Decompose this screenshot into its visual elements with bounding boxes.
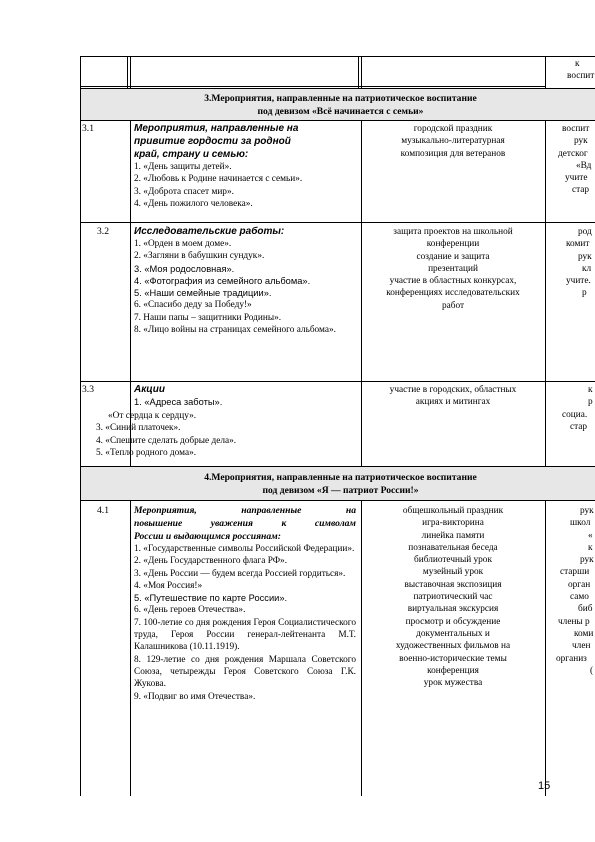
cell-text: к bbox=[588, 542, 593, 553]
cell-text: музейный урок bbox=[422, 567, 484, 578]
row-heading: повышение уважения к символам bbox=[134, 518, 356, 529]
list-item: 5. «Путешествие по карте России». bbox=[134, 593, 288, 604]
table-border bbox=[80, 86, 545, 87]
table-border bbox=[80, 500, 595, 501]
cell-text: участие в городских, областных bbox=[389, 385, 517, 395]
cell-text: патриотический час bbox=[413, 592, 493, 603]
cell-text: к bbox=[575, 59, 580, 69]
row-3-3-form bbox=[364, 384, 542, 409]
table-col-divider bbox=[545, 56, 546, 88]
table-border bbox=[80, 381, 595, 382]
row-number: 3.1 bbox=[82, 123, 94, 134]
table-border-left bbox=[80, 56, 81, 796]
cell-text: конференции bbox=[426, 239, 480, 250]
section-4-header bbox=[81, 467, 595, 500]
cell-text: « bbox=[588, 530, 593, 541]
table-border bbox=[80, 120, 595, 121]
list-item: 3. «Моя родословная». bbox=[134, 263, 235, 274]
row-3-1-form bbox=[364, 123, 542, 160]
cell-text: школ bbox=[570, 518, 591, 529]
cell-text: военно-исторические темы bbox=[399, 653, 507, 664]
cell-text: член bbox=[572, 641, 591, 652]
cell-text: учите bbox=[565, 173, 588, 184]
list-item: 5. «Наши семейные традиции». bbox=[134, 288, 272, 299]
list-item: 6. «День героев Отечества». bbox=[134, 605, 246, 616]
list-item: 4. «Моя Россия!» bbox=[134, 580, 203, 591]
cell-text: воспит bbox=[567, 71, 595, 82]
cell-text: р bbox=[582, 288, 587, 299]
cell-text: ( bbox=[590, 665, 594, 676]
cell-text: само bbox=[570, 592, 589, 603]
row-4-1-form bbox=[364, 505, 542, 689]
row-number: 3.3 bbox=[82, 384, 94, 395]
list-item: 3. «Синий платочек». bbox=[96, 423, 181, 434]
cell-text: библиотечный урок bbox=[414, 555, 492, 566]
cell-text: музыкально-литературная bbox=[401, 136, 505, 147]
cell-text: биб bbox=[578, 604, 593, 615]
cell-text: р bbox=[588, 397, 593, 408]
list-item: 1. «Адреса заботы». bbox=[134, 397, 223, 407]
cell-text: работ bbox=[441, 300, 465, 311]
top-row-col4 bbox=[567, 58, 595, 83]
row-3-2-form bbox=[364, 226, 542, 312]
list-item: 1. «Орден в моем доме». bbox=[134, 239, 232, 249]
row-3-1-description bbox=[134, 122, 356, 210]
table-col-divider bbox=[361, 120, 362, 466]
cell-text: кл bbox=[582, 263, 592, 274]
row-heading: России и выдающимся россиянам: bbox=[134, 531, 281, 542]
section-4-title: 4.Мероприятия, направленные на патриотическое воспитание bbox=[204, 472, 477, 483]
cell-text: к bbox=[588, 385, 593, 395]
row-3-2-responsible bbox=[566, 226, 592, 300]
table-col-divider bbox=[361, 56, 362, 88]
cell-text: урок мужества bbox=[423, 678, 483, 689]
table-col-divider bbox=[130, 56, 131, 88]
section-3-title: 3.Мероприятия, направленные на патриотическое воспитание bbox=[204, 93, 477, 104]
cell-text: социа. bbox=[562, 409, 588, 420]
cell-text: защита проектов на школьной bbox=[393, 227, 513, 237]
cell-text: создание и защита bbox=[416, 251, 490, 262]
cell-text: презентаций bbox=[428, 263, 478, 274]
cell-text: коми bbox=[574, 628, 594, 639]
list-item: 4. «День пожилого человека». bbox=[134, 198, 253, 209]
list-item: 5. «Тепло родного дома». bbox=[96, 447, 197, 458]
cell-text: просмотр и обсуждение bbox=[405, 616, 501, 627]
cell-text: стар bbox=[572, 185, 590, 196]
cell-text: рук bbox=[578, 251, 592, 262]
row-number: 3.2 bbox=[97, 226, 109, 237]
list-item: 8. «Лицо войны на страницах семейного альбома». bbox=[134, 325, 336, 336]
table-col-divider bbox=[127, 56, 128, 88]
cell-text: учите. bbox=[566, 276, 591, 287]
table-col-divider bbox=[130, 500, 131, 796]
list-item: 7. 100-летие со дня рождения Героя Социалистического труда, Героя России генерал-лейтенанта М.Т. Калашникова (10.11.1919). bbox=[134, 617, 356, 653]
list-item: 4. «Спешите сделать добрые дела». bbox=[96, 435, 237, 446]
row-3-1-responsible bbox=[558, 123, 592, 197]
cell-text: род bbox=[578, 227, 592, 237]
section-3-header bbox=[81, 89, 595, 120]
row-heading: Мероприятия, направленные на bbox=[134, 505, 356, 516]
row-3-2-description bbox=[134, 225, 356, 336]
cell-text: линейка памяти bbox=[421, 530, 485, 541]
row-number: 4.1 bbox=[97, 505, 109, 516]
list-item: 8. 129-летие со дня рождения Маршала Советского Союза, четырежды Героя Советского Союза Г.К. Жукова. bbox=[134, 654, 356, 690]
list-item: 3. «Доброта спасет мир». bbox=[134, 186, 234, 197]
cell-text: познавательная беседа bbox=[408, 542, 498, 553]
cell-text: комит bbox=[566, 239, 590, 250]
table-col-divider bbox=[361, 500, 362, 796]
cell-text: художественных фильмов на bbox=[395, 641, 511, 652]
cell-text: члены р bbox=[558, 616, 590, 627]
row-4-1-description bbox=[134, 504, 356, 703]
cell-text: акциях и митингах bbox=[415, 397, 491, 408]
cell-text: рук bbox=[580, 555, 594, 566]
cell-text: виртуальная экскурсия bbox=[407, 604, 499, 615]
cell-text: детског bbox=[558, 148, 588, 159]
row-heading: привитие гордости за родной bbox=[134, 136, 291, 147]
list-item: 7. Наши папы – защитники Родины». bbox=[134, 312, 282, 323]
cell-text: игра-викторина bbox=[422, 518, 484, 529]
table-border-top bbox=[80, 56, 595, 57]
row-3-3-responsible bbox=[562, 384, 593, 433]
cell-text: воспит bbox=[562, 124, 590, 134]
table-border bbox=[80, 222, 595, 223]
cell-text: конференциях исследовательских bbox=[386, 288, 520, 299]
cell-text: выставочная экспозиция bbox=[404, 579, 502, 590]
row-3-3-description bbox=[134, 383, 356, 408]
cell-text: орган bbox=[568, 579, 591, 590]
row-heading: Исследовательские работы: bbox=[134, 226, 285, 237]
section-3-subtitle: под девизом «Всё начинается с семьи» bbox=[257, 106, 424, 117]
section-4-subtitle: под девизом «Я — патриот России!» bbox=[262, 485, 419, 496]
list-item: 4. «Фотография из семейного альбома». bbox=[134, 275, 311, 286]
list-item: 6. «Спасибо деду за Победу!» bbox=[134, 300, 252, 311]
list-item: 2. «Загляни в бабушкин сундук». bbox=[134, 251, 265, 262]
page-number: 15 bbox=[538, 780, 551, 792]
cell-text: участие в областных конкурсах, bbox=[389, 276, 517, 287]
list-item: 2. «День Государственного флага РФ». bbox=[134, 556, 288, 567]
cell-text: документальных и bbox=[416, 628, 490, 639]
cell-text: конференция bbox=[427, 665, 479, 676]
list-item: 3. «День России — будем всегда Россией гордиться». bbox=[134, 568, 346, 579]
row-heading: край, страну и семью: bbox=[134, 149, 249, 160]
table-col-divider bbox=[545, 500, 546, 796]
list-item: 9. «Подвиг во имя Отечества». bbox=[134, 691, 256, 702]
list-item: 1. «День защиты детей». bbox=[134, 162, 232, 172]
cell-text: городской праздник bbox=[413, 124, 493, 134]
cell-text: рук bbox=[574, 136, 588, 147]
row-heading: Акции bbox=[134, 384, 165, 395]
cell-text: стар bbox=[570, 421, 588, 432]
row-3-3-overflow bbox=[96, 410, 336, 459]
cell-text: «Вд bbox=[576, 160, 592, 171]
cell-text: общешкольный праздник bbox=[402, 506, 504, 516]
table-col-divider bbox=[358, 56, 359, 88]
row-heading: Мероприятия, направленные на bbox=[134, 123, 299, 134]
cell-text: рук bbox=[580, 506, 594, 516]
cell-text: старши bbox=[560, 567, 590, 578]
cell-text: организ bbox=[556, 653, 587, 664]
row-4-1-responsible bbox=[556, 505, 594, 677]
list-item: 1. «Государственные символы Российской Федерации». bbox=[134, 544, 355, 554]
list-item: «От сердца к сердцу». bbox=[108, 411, 197, 421]
list-item: 2. «Любовь к Родине начинается с семьи». bbox=[134, 174, 303, 185]
cell-text: композиция для ветеранов bbox=[400, 148, 506, 159]
table-col-divider bbox=[545, 120, 546, 466]
